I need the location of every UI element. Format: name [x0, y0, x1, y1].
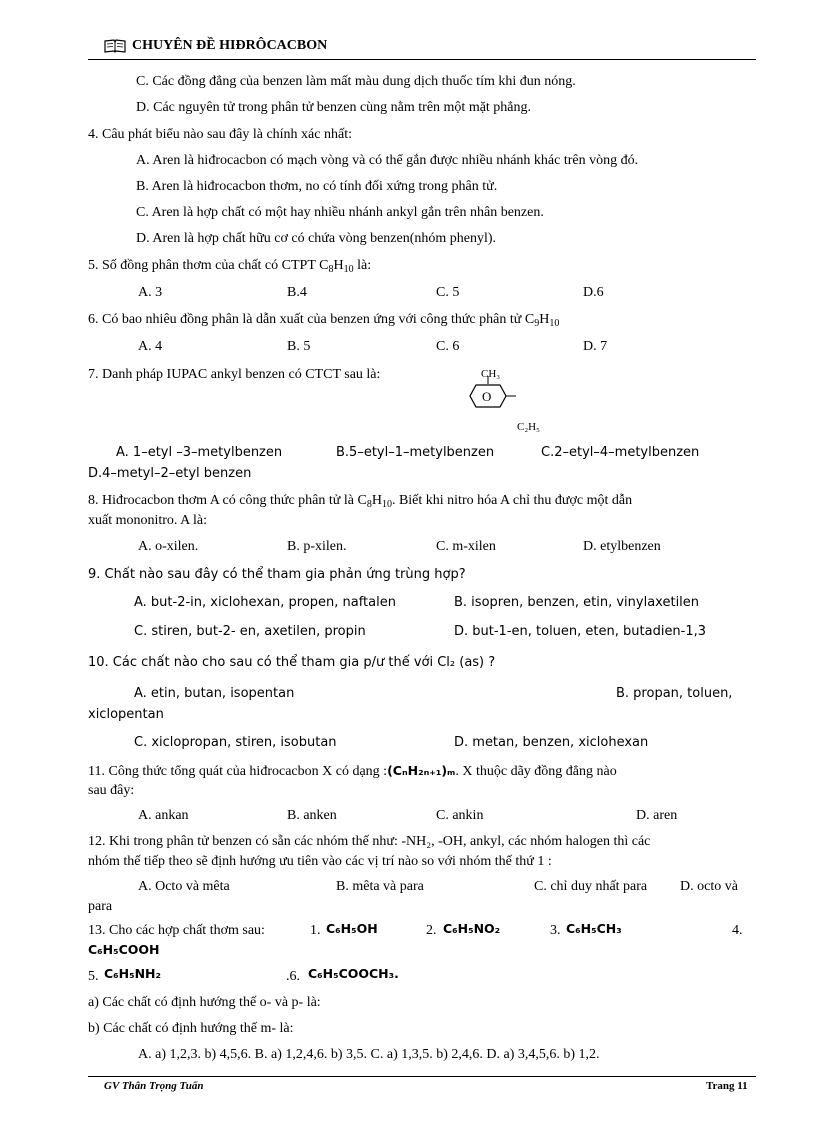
q3-option-d: D. Các nguyên tử trong phân tử benzen cùng nằm trên một mặt phẳng.	[136, 100, 532, 115]
q8-stem-line1: 8. Hiđrocacbon thơm A có công thức phân tử là $C_8H_{10}$. Biết khi nitro hóa A chỉ thu được một dẫn	[88, 493, 633, 510]
q8-option-a: A. o-xilen.	[138, 539, 199, 554]
q9-stem: 9. Chất nào sau đây có thể tham gia phản ứng trùng hợp?	[88, 567, 466, 582]
q10-option-b: B. propan, toluen,	[616, 686, 733, 701]
q7-option-b: B.5–etyl–1–metylbenzen	[336, 445, 495, 460]
q8-option-b: B. p-xilen.	[287, 539, 347, 554]
q12-option-d-cont: para	[88, 899, 113, 914]
q12-stem-line2: nhóm thế tiếp theo sẽ định hướng ưu tiên vào các vị trí nào so với nhóm thế thứ 1 :	[88, 854, 552, 869]
q6-option-d: D. 7	[583, 339, 608, 354]
q4-option-c: C. Aren là hợp chất có một hay nhiều nhánh ankyl gắn trên nhân benzen.	[136, 205, 544, 220]
q11-option-c: C. ankin	[436, 808, 484, 823]
q4-stem: 4. Câu phát biểu nào sau đây là chính xác nhất:	[88, 127, 352, 142]
page-header	[104, 38, 327, 54]
q13-formula-3: C₆H₅CH₃	[566, 921, 622, 936]
q12-option-c: C. chỉ duy nhất para	[534, 879, 648, 894]
q13-formula-6: C₆H₅COOCH₃.	[308, 966, 399, 981]
q10-option-d: D. metan, benzen, xiclohexan	[454, 735, 649, 750]
q10-option-b-cont: xiclopentan	[88, 707, 164, 722]
q11-option-d: D. aren	[636, 808, 678, 823]
q5-option-d: D.6	[583, 285, 604, 300]
q8-stem-line2: xuất mononitro. A là:	[88, 513, 207, 528]
q4-option-d: D. Aren là hợp chất hữu cơ có chứa vòng benzen(nhóm phenyl).	[136, 231, 497, 246]
q13-num-4: 4.	[732, 923, 743, 938]
q7-option-d: D.4–metyl–2–etyl benzen	[88, 466, 252, 481]
q7-option-a: A. 1–etyl –3–metylbenzen	[116, 445, 283, 460]
q13-part-a: a) Các chất có định hướng thế o- và p- là:	[88, 995, 321, 1010]
footer-page-number: Trang 11	[706, 1080, 748, 1092]
q12-option-d: D. octo và	[680, 879, 738, 894]
q7-ch3-label: CH₃	[481, 368, 501, 380]
footer-rule	[88, 1076, 756, 1077]
q9-option-d: D. but-1-en, toluen, eten, butadien-1,3	[454, 624, 707, 639]
q13-num-3: 3.	[550, 923, 561, 938]
q13-formula-4: C₆H₅COOH	[88, 942, 160, 957]
q13-formula-2: C₆H₅NO₂	[443, 921, 501, 936]
q7-c2h5-label: C₂H₅	[517, 421, 540, 433]
q13-part-b: b) Các chất có định hướng thế m- là:	[88, 1021, 294, 1036]
q13-formula-1: C₆H₅OH	[326, 921, 378, 936]
q7-option-c: C.2–etyl–4–metylbenzen	[541, 445, 700, 460]
q9-option-c: C. stiren, but-2- en, axetilen, propin	[134, 624, 366, 639]
q6-option-a: A. 4	[138, 339, 163, 354]
q5-option-b: B.4	[287, 285, 307, 300]
q5-stem: 5. Số đồng phân thơm của chất có CTPT $C_8H_{10}$ là:	[88, 258, 372, 275]
q12-stem-line1: 12. Khi trong phân tử benzen có sẵn các nhóm thế như: -NH₂, -OH, ankyl, các nhóm halogen thì các	[88, 834, 651, 849]
q13-num-5: 5.	[88, 969, 99, 984]
q7-stem: 7. Danh pháp IUPAC ankyl benzen có CTCT sau là:	[88, 367, 381, 382]
q10-option-c: C. xiclopropan, stiren, isobutan	[134, 735, 337, 750]
q13-num-2: 2.	[426, 923, 437, 938]
q6-option-c: C. 6	[436, 339, 460, 354]
q8-option-d: D. etylbenzen	[583, 539, 661, 554]
q13-num-6: .6.	[286, 969, 300, 984]
q10-option-a: A. etin, butan, isopentan	[134, 686, 295, 701]
q13-num-1: 1.	[310, 923, 321, 938]
benzene-ring-structure	[462, 376, 522, 416]
q12-option-a: A. Octo và mêta	[138, 879, 230, 894]
header-title: CHUYÊN ĐỀ HIĐRÔCACBON	[132, 38, 328, 53]
q9-option-b: B. isopren, benzen, etin, vinylaxetilen	[454, 595, 700, 610]
q5-option-a: A. 3	[138, 285, 163, 300]
q12-option-b: B. mêta và para	[336, 879, 424, 894]
q9-option-a: A. but-2-in, xiclohexan, propen, naftalen	[134, 595, 396, 610]
q4-option-a: A. Aren là hiđrocacbon có mạch vòng và có thể gắn được nhiều nhánh khác trên vòng đó.	[136, 153, 639, 168]
q3-option-c: C. Các đồng đẳng của benzen làm mất màu dung dịch thuốc tím khi đun nóng.	[136, 74, 576, 89]
q11-stem-line1: 11. Công thức tổng quát của hiđrocacbon X có dạng :(CₙH₂ₙ₊₁)ₘ. X thuộc dãy đồng đẳng nào	[88, 763, 617, 779]
q11-option-a: A. ankan	[138, 808, 189, 823]
q8-option-c: C. m-xilen	[436, 539, 496, 554]
q11-option-b: B. anken	[287, 808, 337, 823]
q13-stem: 13. Cho các hợp chất thơm sau:	[88, 923, 265, 938]
header-rule	[88, 59, 756, 60]
q10-stem: 10. Các chất nào cho sau có thể tham gia p/ư thế với Cl₂ (as) ?	[88, 655, 496, 670]
q4-option-b: B. Aren là hiđrocacbon thơm, no có tính đối xứng trong phân tử.	[136, 179, 498, 194]
q5-option-c: C. 5	[436, 285, 460, 300]
q6-option-b: B. 5	[287, 339, 311, 354]
q13-formula-5: C₆H₅NH₂	[104, 966, 161, 981]
ring-label: O	[482, 389, 492, 404]
book-icon	[104, 39, 126, 53]
q6-stem: 6. Có bao nhiêu đồng phân là dẫn xuất của benzen ứng với công thức phân tử $C_9H_{10}$	[88, 312, 560, 329]
q13-answers: A. a) 1,2,3. b) 4,5,6. B. a) 1,2,4,6. b) 3,5. C. a) 1,3,5. b) 2,4,6. D. a) 3,4,5,6. b) 1,2.	[138, 1047, 600, 1062]
q11-stem-line2: sau đây:	[88, 783, 135, 798]
footer-author: GV Thân Trọng Tuấn	[104, 1080, 204, 1092]
q11-formula: (CₙH₂ₙ₊₁)ₘ	[387, 763, 456, 778]
